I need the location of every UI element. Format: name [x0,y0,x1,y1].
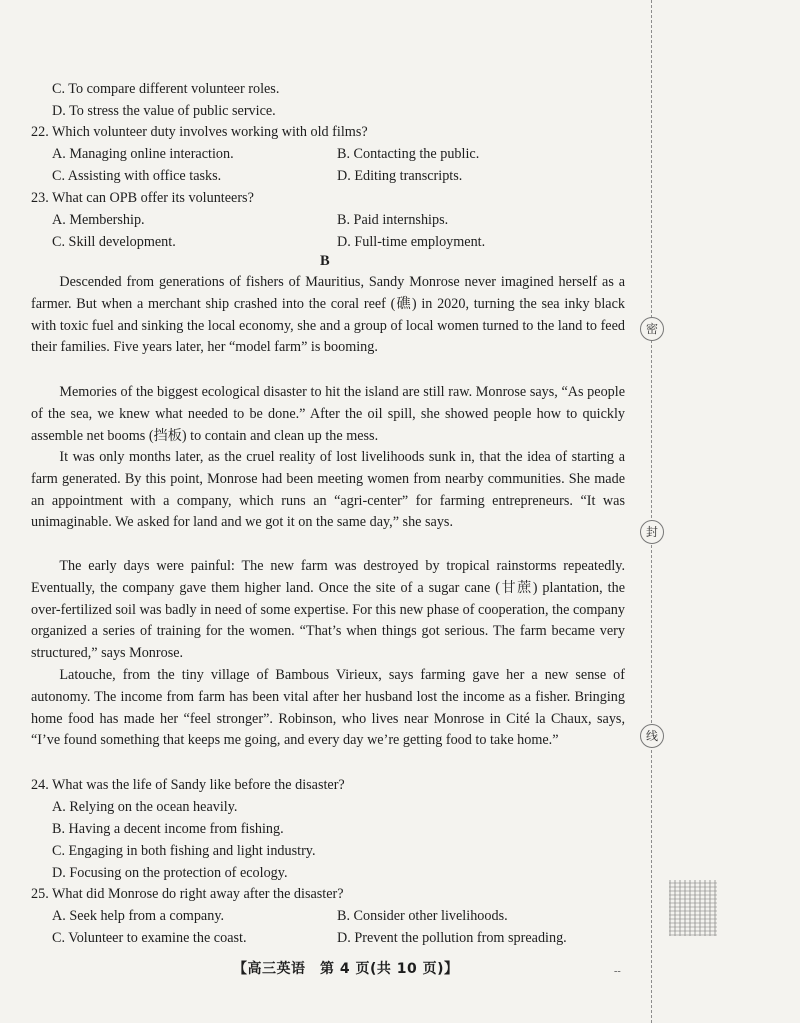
option-22b[interactable]: B. Contacting the public. [337,146,480,162]
passage-paragraph-3: It was only months later, as the cruel reality of lost livelihoods sunk in, that the idea of starting a farm generated. By this point, Monrose had been meeting women from nearby communities. She made an appointment with a company, which runs an “agri-center” for farming entrepreneurs. “It was unimaginable. We asked for land and we got it on the same day,” she says. [31,449,625,531]
passage-paragraph-4: The early days were painful: The new farm was destroyed by tropical rainstorms repeatedly. Eventually, the company gave them higher land. Once the site of a sugar cane (甘蔗) plantation, the over-fertilized soil was badly in need of some expertise. For this new phase of cooperation, the company organized a series of training for the women. “That’s when things got serious. The farm became very structured,” says Monrose. [31,558,625,662]
passage-paragraph-5: Latouche, from the tiny village of Bambous Virieux, says farming gave her a new sense of autonomy. The income from farm has been vital after her husband lost the income as a fisher. Bringing home food has made her “feel stronger”. Robinson, who lives near Monrose in Cité la Chaux, says, “I’ve found something that keeps me going, and every day we’re getting food to take home.” [31,667,625,749]
option-22c[interactable]: C. Assisting with office tasks. [52,168,222,184]
question-24-stem: 24. What was the life of Sandy like before the disaster? [31,777,345,793]
option-24a[interactable]: A. Relying on the ocean heavily. [52,799,238,815]
passage-paragraph-2: Memories of the biggest ecological disaster to hit the island are still raw. Monrose says, “As people of the sea, we knew what needed to be done.” After the oil spill, she showed people how to quickly assemble net booms (挡板) to contain and clean up the mess. [31,384,625,444]
binding-mark-mi: 密 [640,317,664,341]
question-25-stem: 25. What did Monrose do right away after the disaster? [31,886,344,902]
option-24d[interactable]: D. Focusing on the protection of ecology. [52,865,288,881]
scan-code-blur [669,880,717,936]
footer-tick: -- [614,966,621,977]
section-heading-b: B [320,253,330,269]
binding-fold-line [651,0,652,1023]
option-25a[interactable]: A. Seek help from a company. [52,908,225,924]
option-24c[interactable]: C. Engaging in both fishing and light industry. [52,843,316,859]
binding-mark-feng: 封 [640,520,664,544]
page-footer: 【高三英语 第 4 页(共 10 页)】 [233,961,459,977]
option-23d[interactable]: D. Full-time employment. [337,234,486,250]
option-22d[interactable]: D. Editing transcripts. [337,168,463,184]
question-23-stem: 23. What can OPB offer its volunteers? [31,190,254,206]
option-25b[interactable]: B. Consider other livelihoods. [337,908,508,924]
option-22a[interactable]: A. Managing online interaction. [52,146,234,162]
passage-paragraph-1: Descended from generations of fishers of Mauritius, Sandy Monrose never imagined herself as a farmer. But when a merchant ship crashed into the coral reef (礁) in 2020, turning the sea inky black with toxic fuel and sinking the local economy, she and a group of local women turned to the land to feed their families. Five years later, her “model farm” is booming. [31,274,625,356]
option-21d: D. To stress the value of public service. [52,103,276,119]
option-25d[interactable]: D. Prevent the pollution from spreading. [337,930,567,946]
binding-mark-xian: 线 [640,724,664,748]
question-22-stem: 22. Which volunteer duty involves working with old films? [31,124,368,140]
option-23b[interactable]: B. Paid internships. [337,212,449,228]
option-24b[interactable]: B. Having a decent income from fishing. [52,821,284,837]
option-25c[interactable]: C. Volunteer to examine the coast. [52,930,247,946]
option-23c[interactable]: C. Skill development. [52,234,176,250]
option-21c: C. To compare different volunteer roles. [52,81,280,97]
option-23a[interactable]: A. Membership. [52,212,145,228]
